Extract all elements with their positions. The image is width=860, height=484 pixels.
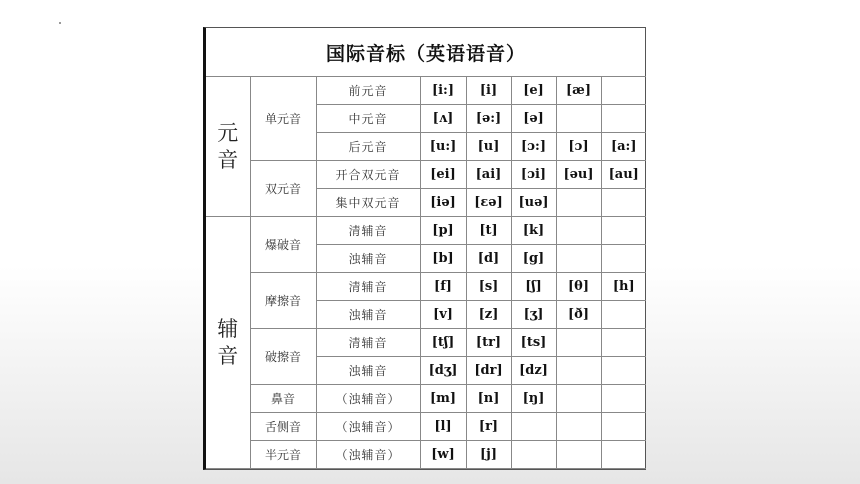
group-label: 爆破音: [250, 217, 316, 273]
row-label: 浊辅音: [316, 245, 420, 273]
phonetic-symbol-cell: [n]: [466, 385, 511, 413]
phonetic-symbol-cell: [h]: [601, 273, 646, 301]
table-row: [206, 329, 646, 357]
phonetic-symbol-cell: [601, 189, 646, 217]
table-row: [206, 413, 646, 441]
phonetic-symbol-cell: [l]: [420, 413, 466, 441]
phonetic-symbol-cell: [i]: [466, 77, 511, 105]
phonetic-symbol-cell: [ʌ]: [420, 105, 466, 133]
phonetic-symbol-cell: [ɔ]: [556, 133, 601, 161]
phonetic-symbol-cell: [iə]: [420, 189, 466, 217]
row-label: （浊辅音）: [316, 413, 420, 441]
table-row: [206, 217, 646, 245]
group-label: 双元音: [250, 161, 316, 217]
phonetic-symbol-cell: [601, 357, 646, 385]
row-label: 清辅音: [316, 217, 420, 245]
phonetic-symbol-cell: [556, 357, 601, 385]
phonetic-symbol-cell: [g]: [511, 245, 556, 273]
phonetic-symbol-cell: [tr]: [466, 329, 511, 357]
phonetic-symbol-cell: [ə:]: [466, 105, 511, 133]
vowel-category-label: 元 音: [206, 77, 250, 217]
phonetic-symbol-cell: [f]: [420, 273, 466, 301]
row-label: 浊辅音: [316, 357, 420, 385]
phonetic-symbol-cell: [511, 441, 556, 469]
phonetic-symbol-cell: [au]: [601, 161, 646, 189]
phonetic-symbol-cell: [ɔi]: [511, 161, 556, 189]
phonetic-symbol-cell: [uə]: [511, 189, 556, 217]
phonetic-symbol-cell: [dʒ]: [420, 357, 466, 385]
row-label: 清辅音: [316, 273, 420, 301]
phonetic-symbol-cell: [ð]: [556, 301, 601, 329]
phonetic-chart-image: [203, 27, 646, 470]
phonetic-symbol-cell: [m]: [420, 385, 466, 413]
phonetic-symbol-cell: [601, 413, 646, 441]
phonetic-symbol-cell: [tʃ]: [420, 329, 466, 357]
phonetic-symbol-cell: [601, 301, 646, 329]
phonetic-symbol-cell: [ʃ]: [511, 273, 556, 301]
table-row: [206, 441, 646, 469]
phonetic-table: [206, 28, 646, 469]
phonetic-symbol-cell: [ts]: [511, 329, 556, 357]
row-label: 中元音: [316, 105, 420, 133]
phonetic-symbol-cell: [556, 329, 601, 357]
group-label: 破擦音: [250, 329, 316, 385]
phonetic-symbol-cell: [ə]: [511, 105, 556, 133]
phonetic-symbol-cell: [v]: [420, 301, 466, 329]
phonetic-symbol-cell: [511, 413, 556, 441]
group-label: 半元音: [250, 441, 316, 469]
phonetic-symbol-cell: [z]: [466, 301, 511, 329]
phonetic-symbol-cell: [601, 245, 646, 273]
phonetic-symbol-cell: [556, 413, 601, 441]
table-row: [206, 273, 646, 301]
phonetic-symbol-cell: [556, 245, 601, 273]
phonetic-symbol-cell: [556, 441, 601, 469]
phonetic-symbol-cell: [ai]: [466, 161, 511, 189]
phonetic-symbol-cell: [k]: [511, 217, 556, 245]
decorative-dot: [59, 22, 61, 24]
phonetic-symbol-cell: [i:]: [420, 77, 466, 105]
row-label: 前元音: [316, 77, 420, 105]
consonant-category-label: 辅 音: [206, 217, 250, 469]
row-label: 浊辅音: [316, 301, 420, 329]
phonetic-symbol-cell: [dz]: [511, 357, 556, 385]
phonetic-symbol-cell: [ɔ:]: [511, 133, 556, 161]
phonetic-symbol-cell: [601, 385, 646, 413]
phonetic-symbol-cell: [b]: [420, 245, 466, 273]
table-row: [206, 385, 646, 413]
phonetic-symbol-cell: [t]: [466, 217, 511, 245]
table-row: [206, 161, 646, 189]
phonetic-symbol-cell: [556, 105, 601, 133]
phonetic-symbol-cell: [ɛə]: [466, 189, 511, 217]
table-row: [206, 77, 646, 105]
row-label: 集中双元音: [316, 189, 420, 217]
phonetic-symbol-cell: [e]: [511, 77, 556, 105]
phonetic-symbol-cell: [556, 385, 601, 413]
phonetic-symbol-cell: [556, 217, 601, 245]
phonetic-symbol-cell: [601, 217, 646, 245]
group-label: 摩擦音: [250, 273, 316, 329]
phonetic-symbol-cell: [556, 189, 601, 217]
phonetic-symbol-cell: [601, 105, 646, 133]
group-label: 舌侧音: [250, 413, 316, 441]
phonetic-symbol-cell: [u]: [466, 133, 511, 161]
phonetic-symbol-cell: [æ]: [556, 77, 601, 105]
phonetic-symbol-cell: [j]: [466, 441, 511, 469]
table-title: 国际音标（英语语音）: [206, 28, 646, 77]
phonetic-symbol-cell: [u:]: [420, 133, 466, 161]
phonetic-symbol-cell: [d]: [466, 245, 511, 273]
row-label: 后元音: [316, 133, 420, 161]
phonetic-symbol-cell: [a:]: [601, 133, 646, 161]
phonetic-symbol-cell: [s]: [466, 273, 511, 301]
row-label: （浊辅音）: [316, 385, 420, 413]
phonetic-symbol-cell: [w]: [420, 441, 466, 469]
phonetic-symbol-cell: [ei]: [420, 161, 466, 189]
row-label: （浊辅音）: [316, 441, 420, 469]
phonetic-symbol-cell: [p]: [420, 217, 466, 245]
group-label: 单元音: [250, 77, 316, 161]
phonetic-symbol-cell: [601, 77, 646, 105]
phonetic-symbol-cell: [θ]: [556, 273, 601, 301]
row-label: 清辅音: [316, 329, 420, 357]
phonetic-symbol-cell: [dr]: [466, 357, 511, 385]
phonetic-symbol-cell: [601, 441, 646, 469]
phonetic-symbol-cell: [ŋ]: [511, 385, 556, 413]
phonetic-symbol-cell: [601, 329, 646, 357]
phonetic-symbol-cell: [r]: [466, 413, 511, 441]
phonetic-symbol-cell: [əu]: [556, 161, 601, 189]
group-label: 鼻音: [250, 385, 316, 413]
phonetic-symbol-cell: [ʒ]: [511, 301, 556, 329]
row-label: 开合双元音: [316, 161, 420, 189]
